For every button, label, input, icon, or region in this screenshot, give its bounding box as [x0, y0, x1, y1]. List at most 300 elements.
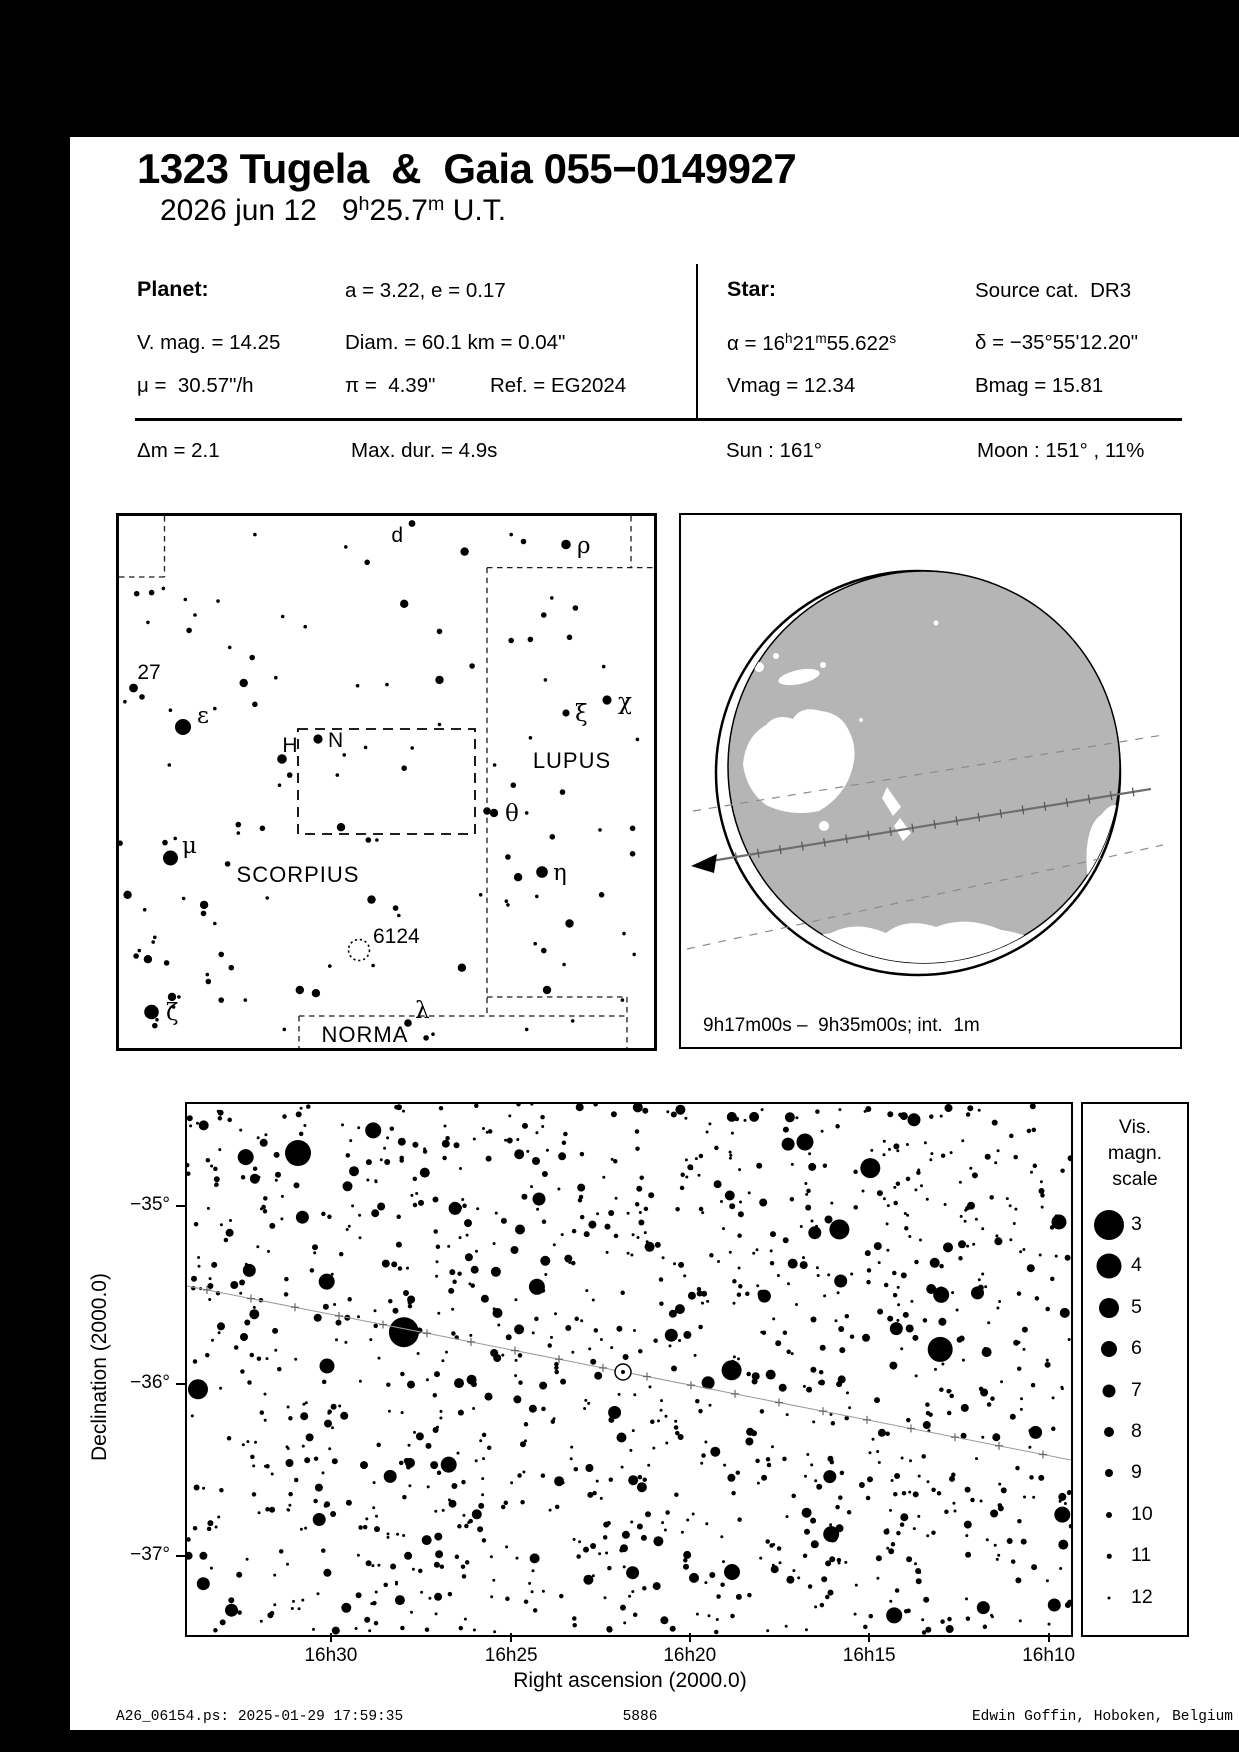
- sky-star-dot: [243, 1264, 256, 1277]
- sky-star-dot: [887, 1204, 890, 1207]
- sky-star-dot: [469, 1334, 472, 1337]
- sky-star-dot: [349, 1139, 352, 1142]
- sky-star-dot: [583, 1547, 589, 1553]
- dec-tick-label: −35°: [130, 1194, 170, 1216]
- sky-star-dot: [470, 1283, 475, 1288]
- sky-star-dot: [633, 1393, 636, 1396]
- sky-star-dot: [390, 1564, 396, 1570]
- sky-star-dot: [426, 1443, 432, 1449]
- field-star-dot: [541, 612, 547, 618]
- sky-star-dot: [755, 1459, 760, 1464]
- star-label: ζ: [166, 1000, 179, 1026]
- sky-star-dot: [714, 1630, 719, 1635]
- sky-star-dot: [966, 1616, 971, 1621]
- sky-star-dot: [838, 1326, 844, 1332]
- date-ut-suffix: U.T.: [444, 193, 507, 227]
- sky-star-dot: [282, 1114, 287, 1119]
- sky-star-dot: [771, 1565, 779, 1573]
- sky-star-dot: [635, 1202, 640, 1207]
- sky-star-dot: [542, 1590, 545, 1593]
- sky-star-dot: [749, 1112, 759, 1122]
- sky-star-dot: [368, 1629, 371, 1632]
- field-star-dot: [541, 948, 547, 954]
- sky-star-dot: [1065, 1255, 1071, 1261]
- sky-star-dot: [465, 1253, 473, 1261]
- sky-star-dot: [708, 1122, 711, 1125]
- sky-star-dot: [360, 1461, 368, 1469]
- sky-star-dot: [540, 1256, 550, 1266]
- sky-star-dot: [303, 1124, 306, 1127]
- sky-star-dot: [985, 1154, 991, 1160]
- sky-star-dot: [685, 1158, 688, 1161]
- sky-star-dot: [791, 1494, 796, 1499]
- sky-star-dot: [967, 1202, 975, 1210]
- legend-magnitude-value: 8: [1131, 1420, 1142, 1442]
- sky-star-dot: [608, 1210, 614, 1216]
- sky-star-dot: [258, 1511, 261, 1514]
- sky-star-dot: [464, 1219, 472, 1227]
- sky-star-dot: [603, 1522, 609, 1528]
- sky-star-dot: [1027, 1129, 1032, 1134]
- sky-star-dot: [653, 1582, 661, 1590]
- sky-star-dot: [665, 1510, 670, 1515]
- globe-svg: [681, 515, 1180, 1047]
- legend-magnitude-value: 9: [1131, 1461, 1142, 1484]
- field-star-dot: [458, 964, 466, 972]
- sky-star-dot: [685, 1176, 688, 1179]
- sky-star-dot: [662, 1256, 665, 1259]
- field-star-dot: [133, 953, 139, 959]
- sky-star-dot: [814, 1479, 817, 1482]
- sky-star-dot: [490, 1555, 493, 1558]
- sky-star-dot: [890, 1322, 903, 1335]
- sky-star-dot: [529, 1279, 545, 1295]
- sky-star-dot: [823, 1470, 836, 1483]
- sky-star-dot: [254, 1441, 257, 1444]
- sky-star-dot: [819, 1370, 824, 1375]
- sky-star-dot: [771, 1445, 774, 1448]
- sky-star-dot: [593, 1104, 598, 1107]
- sky-star-dot: [717, 1260, 720, 1263]
- sky-star-dot: [1017, 1519, 1022, 1524]
- sky-star-dot: [678, 1262, 684, 1268]
- sky-star-dot: [904, 1609, 909, 1614]
- legend-title-line: scale: [1112, 1168, 1158, 1190]
- sky-star-dot: [457, 1452, 460, 1455]
- sky-star-dot: [306, 1433, 314, 1441]
- sky-star-dot: [729, 1154, 732, 1157]
- field-star-dot: [162, 587, 166, 591]
- sky-star-dot: [811, 1317, 817, 1323]
- field-star-dot: [550, 596, 554, 600]
- sky-star-dot: [790, 1197, 795, 1202]
- sky-star-dot: [193, 1359, 198, 1364]
- sky-star-dot: [648, 1192, 654, 1198]
- planet-orbit: a = 3.22, e = 0.17: [345, 279, 506, 302]
- field-star-dot: [535, 895, 539, 899]
- sky-star-dot: [701, 1453, 706, 1458]
- sky-star-dot: [335, 1338, 338, 1341]
- sky-star-dot: [331, 1404, 337, 1410]
- sky-star-dot: [187, 1552, 193, 1560]
- field-star-dot: [260, 826, 266, 832]
- sky-star-dot: [520, 1500, 525, 1505]
- sky-star-dot: [553, 1243, 556, 1246]
- sky-star-dot: [302, 1403, 305, 1406]
- sky-star-dot: [1058, 1493, 1066, 1501]
- sky-star-dot: [473, 1138, 476, 1141]
- sky-star-dot: [338, 1405, 341, 1408]
- bright-star-dot: [285, 1140, 311, 1166]
- field-star-dot: [252, 702, 258, 708]
- sky-star-dot: [913, 1527, 916, 1530]
- sky-star-dot: [795, 1116, 798, 1119]
- sky-star-dot: [981, 1227, 984, 1230]
- sky-star-dot: [448, 1592, 453, 1597]
- sky-star-dot: [445, 1351, 448, 1354]
- sky-star-dot: [340, 1412, 348, 1420]
- sky-star-dot: [188, 1379, 208, 1399]
- sky-star-dot: [787, 1282, 790, 1285]
- sky-star-dot: [835, 1124, 840, 1129]
- sky-star-dot: [452, 1280, 457, 1285]
- sky-star-dot: [659, 1277, 664, 1282]
- sky-star-dot: [493, 1242, 496, 1245]
- sky-star-dot: [486, 1156, 492, 1162]
- star-label: μ: [182, 833, 197, 859]
- sky-star-dot: [372, 1506, 375, 1509]
- sky-star-dot: [678, 1339, 681, 1342]
- sky-star-dot: [260, 1139, 268, 1147]
- sky-star-dot: [704, 1441, 707, 1444]
- sky-star-dot: [745, 1292, 750, 1297]
- sky-star-dot: [921, 1454, 926, 1459]
- sky-star-dot: [209, 1277, 212, 1280]
- sky-star-dot: [727, 1112, 737, 1122]
- sky-star-dot: [253, 1166, 258, 1171]
- sky-star-dot: [467, 1375, 477, 1385]
- sky-star-dot: [220, 1619, 226, 1625]
- x-axis-title: Right ascension (2000.0): [513, 1669, 747, 1692]
- sky-star-dot: [992, 1433, 1000, 1441]
- field-star-dot: [375, 838, 379, 842]
- sky-star-dot: [228, 1597, 234, 1603]
- sky-star-dot: [341, 1603, 351, 1613]
- sky-star-dot: [886, 1249, 889, 1252]
- island: [934, 621, 939, 626]
- sky-star-dot: [261, 1205, 266, 1210]
- sky-star-dot: [263, 1209, 268, 1214]
- sky-star-dot: [810, 1518, 816, 1524]
- sky-star-dot: [404, 1552, 412, 1560]
- sky-star-dot: [481, 1477, 484, 1480]
- sky-star-dot: [722, 1227, 725, 1230]
- sky-star-dot: [995, 1234, 998, 1237]
- sky-star-dot: [900, 1112, 908, 1120]
- sky-star-dot: [396, 1533, 399, 1536]
- sky-star-dot: [699, 1207, 704, 1212]
- sky-star-dot: [848, 1406, 851, 1409]
- sky-star-dot: [473, 1629, 476, 1632]
- sky-star-dot: [990, 1396, 995, 1401]
- sky-star-dot: [546, 1149, 549, 1152]
- sky-star-dot: [696, 1613, 699, 1616]
- sky-star-dot: [604, 1596, 607, 1599]
- sky-star-dot: [359, 1380, 362, 1383]
- sky-star-dot: [785, 1625, 788, 1628]
- sky-star-dot: [440, 1564, 445, 1569]
- sky-star-dot: [939, 1264, 944, 1269]
- sky-star-dot: [332, 1627, 340, 1635]
- sky-star-dot: [638, 1220, 644, 1226]
- sky-star-dot: [803, 1554, 808, 1559]
- sky-star-dot: [636, 1186, 642, 1192]
- sky-star-dot: [220, 1223, 223, 1226]
- star-label: 27: [137, 661, 161, 684]
- sky-star-dot: [571, 1261, 576, 1266]
- sky-star-dot: [236, 1572, 242, 1578]
- dec-tick-mark: [176, 1205, 185, 1207]
- sky-star-dot: [522, 1123, 528, 1129]
- sky-star-dot: [865, 1250, 871, 1256]
- sky-star-dot: [461, 1564, 466, 1569]
- field-star-dot: [560, 789, 566, 795]
- sky-star-dot: [792, 1569, 795, 1572]
- sky-star-dot: [468, 1519, 473, 1524]
- sky-star-dot: [313, 1251, 316, 1254]
- dec-tick-mark: [176, 1555, 185, 1557]
- sky-star-dot: [588, 1221, 596, 1229]
- legend-magnitude-dot: [1104, 1427, 1114, 1437]
- sky-star-dot: [666, 1110, 669, 1113]
- sky-star-dot: [620, 1291, 625, 1296]
- sky-star-dot: [391, 1261, 397, 1267]
- sky-star-dot: [218, 1110, 224, 1116]
- sky-star-dot: [966, 1245, 969, 1248]
- sky-star-dot: [623, 1354, 629, 1360]
- sky-star-dot: [1060, 1386, 1063, 1389]
- sky-star-dot: [1035, 1296, 1040, 1301]
- sky-star-dot: [1068, 1338, 1071, 1341]
- sky-star-dot: [615, 1197, 618, 1200]
- sky-star-dot: [214, 1182, 219, 1187]
- legend-title-line: Vis.: [1118, 1116, 1152, 1138]
- sky-star-dot: [996, 1307, 999, 1310]
- ra-tick-label: 16h25: [484, 1645, 538, 1666]
- sky-star-dot: [482, 1127, 485, 1130]
- sky-star-dot: [889, 1600, 892, 1603]
- sky-star-dot: [246, 1558, 249, 1561]
- sky-star-dot: [574, 1317, 579, 1322]
- sky-star-dot: [914, 1260, 919, 1265]
- sky-star-dot: [737, 1517, 742, 1522]
- sky-star-dot: [692, 1513, 695, 1516]
- sky-star-dot: [971, 1286, 984, 1299]
- sky-star-dot: [962, 1359, 965, 1362]
- sky-star-dot: [310, 1268, 315, 1273]
- sky-star-dot: [497, 1324, 500, 1327]
- field-star-dot: [525, 1028, 529, 1032]
- sky-star-dot: [441, 1359, 444, 1362]
- sky-star-dot: [766, 1370, 776, 1380]
- sky-star-dot: [821, 1576, 827, 1582]
- sky-star-dot: [197, 1577, 210, 1590]
- sky-star-dot: [653, 1536, 663, 1546]
- sky-star-dot: [994, 1237, 1002, 1245]
- field-star-dot: [511, 782, 517, 788]
- sky-star-dot: [958, 1240, 966, 1248]
- sky-star-dot: [459, 1626, 464, 1631]
- sky-star-dot: [840, 1471, 845, 1476]
- sky-star-dot: [449, 1500, 457, 1508]
- sky-star-dot: [596, 1480, 599, 1483]
- sky-star-dot: [825, 1595, 830, 1600]
- sky-star-dot: [580, 1319, 583, 1322]
- table-divider: [696, 264, 698, 418]
- sky-star-dot: [1000, 1380, 1003, 1383]
- sky-star-dot: [376, 1443, 381, 1448]
- finder-chart-svg: [119, 516, 654, 1048]
- sky-star-dot: [572, 1623, 577, 1628]
- sky-star-dot: [314, 1314, 322, 1322]
- sky-star-dot: [425, 1627, 430, 1632]
- sky-star-dot: [300, 1412, 308, 1420]
- sky-star-dot: [346, 1153, 351, 1158]
- field-star-dot: [528, 637, 534, 643]
- sky-star-dot: [1015, 1466, 1020, 1471]
- ra-h-sup: h: [785, 331, 793, 346]
- sky-star-dot: [683, 1564, 689, 1570]
- sky-star-dot: [388, 1299, 393, 1304]
- sky-star-dot: [363, 1525, 368, 1530]
- sky-star-dot: [720, 1200, 723, 1203]
- sky-star-dot: [336, 1320, 342, 1326]
- sky-star-dot: [237, 1610, 242, 1615]
- sky-star-dot: [294, 1182, 300, 1188]
- sky-star-dot: [281, 1195, 284, 1198]
- sky-star-dot: [193, 1526, 198, 1531]
- island: [820, 662, 826, 668]
- star-label: ε: [197, 703, 209, 729]
- sky-star-dot: [1009, 1238, 1012, 1241]
- legend-magnitude-dot: [1108, 1596, 1111, 1599]
- sky-star-dot: [590, 1359, 596, 1365]
- sky-star-dot: [737, 1292, 742, 1297]
- sky-star-dot: [729, 1157, 732, 1160]
- sky-star-dot: [909, 1459, 912, 1462]
- sky-star-dot: [457, 1271, 462, 1276]
- sky-star-dot: [660, 1616, 668, 1624]
- sky-star-dot: [961, 1433, 967, 1439]
- sky-star-dot: [387, 1536, 390, 1539]
- sky-star-dot: [1050, 1277, 1055, 1282]
- sky-star-dot: [989, 1195, 994, 1200]
- sky-star-dot: [375, 1591, 378, 1594]
- sky-star-dot: [694, 1354, 697, 1357]
- sky-star-dot: [820, 1603, 825, 1608]
- sky-star-dot: [946, 1389, 951, 1394]
- sky-star-dot: [600, 1338, 603, 1341]
- sky-star-dot: [464, 1524, 469, 1529]
- sky-star-dot: [933, 1287, 949, 1303]
- ra-s-sup: s: [889, 331, 897, 346]
- sky-star-dot: [630, 1254, 633, 1257]
- sky-star-dot: [275, 1172, 281, 1178]
- sky-star-dot: [592, 1299, 595, 1302]
- named-star-dot: [129, 684, 138, 693]
- field-star-dot: [505, 899, 509, 903]
- sky-star-dot: [927, 1480, 930, 1483]
- sky-star-dot: [239, 1129, 242, 1132]
- sky-star-dot: [828, 1590, 834, 1596]
- sky-star-dot: [902, 1491, 907, 1496]
- sky-star-dot: [1046, 1579, 1049, 1582]
- ra-tick-label: 16h15: [842, 1645, 896, 1666]
- sky-star-dot: [493, 1308, 503, 1318]
- sky-star-dot: [266, 1357, 269, 1360]
- sky-star-dot: [531, 1590, 534, 1593]
- sky-star-dot: [542, 1219, 547, 1224]
- sky-star-dot: [490, 1595, 493, 1598]
- sky-star-dot: [729, 1203, 735, 1209]
- sky-star-dot: [838, 1495, 843, 1500]
- sky-star-dot: [423, 1149, 428, 1154]
- field-star-dot: [274, 676, 278, 680]
- sky-star-dot: [584, 1399, 587, 1402]
- bright-star-dot: [533, 1193, 546, 1206]
- sky-star-dot: [398, 1138, 406, 1146]
- sky-star-dot: [835, 1505, 840, 1510]
- sky-star-dot: [892, 1271, 897, 1276]
- sky-star-dot: [435, 1550, 443, 1558]
- sky-star-dot: [264, 1419, 267, 1422]
- sky-star-dot: [938, 1318, 946, 1326]
- sky-star-dot: [649, 1385, 652, 1388]
- sky-star-dot: [981, 1436, 984, 1439]
- sky-star-dot: [674, 1420, 677, 1423]
- sky-star-dot: [779, 1384, 787, 1392]
- sky-star-dot: [630, 1521, 633, 1524]
- document-page: [70, 137, 1239, 1730]
- sky-star-dot: [837, 1558, 842, 1563]
- sky-star-dot: [207, 1520, 213, 1526]
- sky-star-dot: [820, 1345, 826, 1351]
- sky-star-dot: [207, 1283, 213, 1289]
- field-star-dot: [265, 896, 269, 900]
- sky-star-dot: [660, 1399, 663, 1402]
- sky-star-dot: [260, 1620, 263, 1623]
- sky-star-dot: [219, 1488, 224, 1493]
- field-star-dot: [544, 678, 548, 682]
- sky-star-dot: [961, 1404, 969, 1412]
- sky-star-dot: [853, 1205, 858, 1210]
- sky-star-dot: [267, 1250, 270, 1253]
- named-star-dot: [163, 851, 178, 866]
- sky-star-dot: [916, 1578, 922, 1584]
- sky-star-dot: [817, 1274, 820, 1277]
- sky-star-dot: [633, 1104, 643, 1112]
- sky-star-dot: [516, 1557, 519, 1560]
- sky-star-dot: [400, 1626, 405, 1631]
- sky-star-dot: [587, 1402, 590, 1405]
- sky-star-dot: [639, 1211, 642, 1214]
- sky-star-dot: [1027, 1264, 1035, 1272]
- sky-star-dot: [645, 1511, 651, 1517]
- sky-star-dot: [333, 1303, 336, 1306]
- sky-star-dot: [738, 1284, 743, 1289]
- sky-star-dot: [975, 1218, 978, 1221]
- star-bmag: Bmag = 15.81: [975, 374, 1104, 397]
